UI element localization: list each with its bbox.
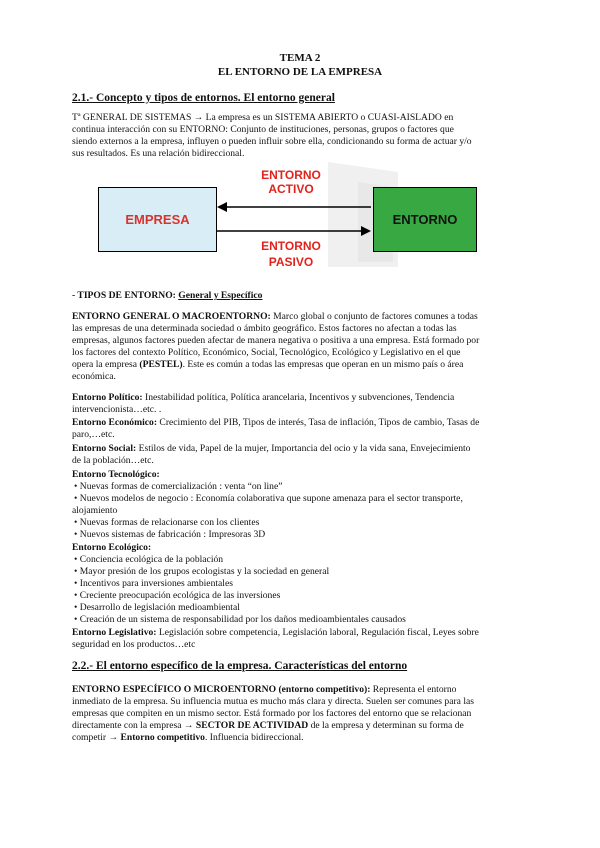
general-line: empresas, algunos factores pueden afectar de manera negativa o positiva a una empresa. Está formado por [72, 335, 480, 346]
passive-arrow-head [361, 226, 371, 236]
economico-line: paro,…etc. [72, 429, 115, 440]
intro-line: sus resultados. Es una relación bidireccional. [72, 148, 245, 159]
social-line [72, 443, 542, 455]
list-item: • Nuevas formas de comercialización : venta “on line” [74, 481, 534, 493]
page-title: EL ENTORNO DE LA EMPRESA [217, 66, 383, 78]
politico-text: Inestabilidad política, Política arancelaria, Incentivos y subvenciones, Tendencia [142, 392, 455, 403]
section-1-heading: 2.1.- Concepto y tipos de entornos. El entorno general [72, 92, 335, 104]
specific-term: ENTORNO ESPECÍFICO O MICROENTORNO (entorno competitivo): [72, 684, 371, 695]
list-item: • Nuevos modelos de negocio : Economía colaborativa que supone amenaza para el sector transporte, [74, 493, 534, 505]
legislativo-term: Entorno Legislativo: [72, 627, 157, 638]
legislativo-line: seguridad en los productos…etc [72, 639, 196, 650]
ecologico-term: Entorno Ecológico: [72, 542, 152, 553]
specific-text: directamente con la empresa → [72, 720, 196, 731]
social-line: de la población…etc. [72, 455, 154, 466]
list-item: • Creación de un sistema de responsabilidad por los daños medioambientales causados [74, 614, 534, 626]
general-text: Marco global o conjunto de factores comunes a todas [270, 311, 478, 322]
general-line [72, 359, 542, 371]
economico-text: Crecimiento del PIB, Tipos de interés, Tasa de inflación, Tipos de cambio, Tasas de [157, 417, 480, 428]
topic-number: TEMA 2 [279, 52, 321, 64]
types-prefix: - TIPOS DE ENTORNO: [72, 290, 179, 301]
section-2-heading: 2.2.- El entorno específico de la empresa. Características del entorno [72, 660, 408, 672]
list-item: • Incentivos para inversiones ambientales [74, 578, 534, 590]
active-label-line-1: ENTORNO [261, 168, 321, 182]
list-item: • Desarrollo de legislación medioambiental [74, 602, 534, 614]
legislativo-text: Legislación sobre competencia, Legislación laboral, Regulación fiscal, Leyes sobre [156, 627, 479, 638]
specific-text: . Influencia bidireccional. [204, 732, 304, 743]
general-text: opera la empresa [72, 359, 140, 370]
politico-line: intervencionista…etc. . [72, 404, 162, 415]
economico-term: Entorno Económico: [72, 417, 158, 428]
list-item-continuation: alojamiento [72, 505, 118, 516]
politico-term: Entorno Político: [72, 392, 143, 403]
list-item: • Conciencia ecológica de la población [74, 554, 534, 566]
types-heading [72, 290, 542, 302]
active-label-line-2: ACTIVO [268, 182, 314, 196]
general-line [72, 311, 542, 323]
specific-text: Representa el entorno [370, 684, 457, 695]
economico-line [72, 417, 542, 429]
intro-line: continua interacción con su ENTORNO: Conjunto de instituciones, personas, grupos o factores que [72, 124, 454, 135]
specific-line [72, 720, 542, 732]
list-item: • Creciente preocupación ecológica de las inversiones [74, 590, 534, 602]
list-item: • Nuevas formas de relacionarse con los clientes [74, 517, 534, 529]
specific-line [72, 732, 542, 744]
general-line: económica. [72, 371, 116, 382]
active-arrow-head [217, 202, 227, 212]
general-line: las empresas de una determinada sociedad o ámbito geográfico. Estos factores no afectan a todas las [72, 323, 457, 334]
legislativo-line [72, 627, 542, 639]
specific-line: empresas que compiten en un mismo sector. Está formado por los factores del entorno que se relacionan [72, 708, 472, 719]
passive-label-line-2: PASIVO [268, 255, 314, 269]
general-term: ENTORNO GENERAL O MACROENTORNO: [72, 311, 271, 322]
passive-label-line-1: ENTORNO [261, 239, 321, 253]
politico-line [72, 392, 542, 404]
pestel-term: (PESTEL) [139, 359, 183, 370]
environment-diagram [96, 166, 486, 278]
specific-line [72, 684, 542, 696]
general-line: los factores del contexto Político, Económico, Social, Tecnológico, Ecológico y Legislativo en el que [72, 347, 461, 358]
list-item: • Mayor presión de los grupos ecologistas y la sociedad en general [74, 566, 534, 578]
empresa-box: EMPRESA [98, 187, 217, 252]
list-item: • Nuevos sistemas de fabricación : Impresoras 3D [74, 529, 534, 541]
social-term: Entorno Social: [72, 443, 137, 454]
specific-text: competir → [72, 732, 121, 743]
types-bold: General y Específico [178, 290, 263, 301]
specific-line: inmediato de la empresa. Su influencia mutua es mucho más clara y directa. Suelen ser comunes para las [72, 696, 474, 707]
sector-term: SECTOR DE ACTIVIDAD [195, 720, 309, 731]
tecnologico-term: Entorno Tecnológico: [72, 469, 160, 480]
social-text: Estilos de vida, Papel de la mujer, Importancia del ocio y la vida sana, Envejecimiento [136, 443, 471, 454]
intro-line: siendo externos a la empresa, influyen o pueden influir sobre ella, condicionando su forma de actuar y/o [72, 136, 472, 147]
general-text: . Este es común a todas las empresas que operan en un mismo país o área [182, 359, 464, 370]
specific-text: de la empresa y determinan su forma de [308, 720, 464, 731]
competitive-term: Entorno competitivo [120, 732, 205, 743]
intro-line: Tª GENERAL DE SISTEMAS → La empresa es un SISTEMA ABIERTO o CUASI-AISLADO en [72, 112, 454, 123]
entorno-box: ENTORNO [373, 187, 477, 252]
